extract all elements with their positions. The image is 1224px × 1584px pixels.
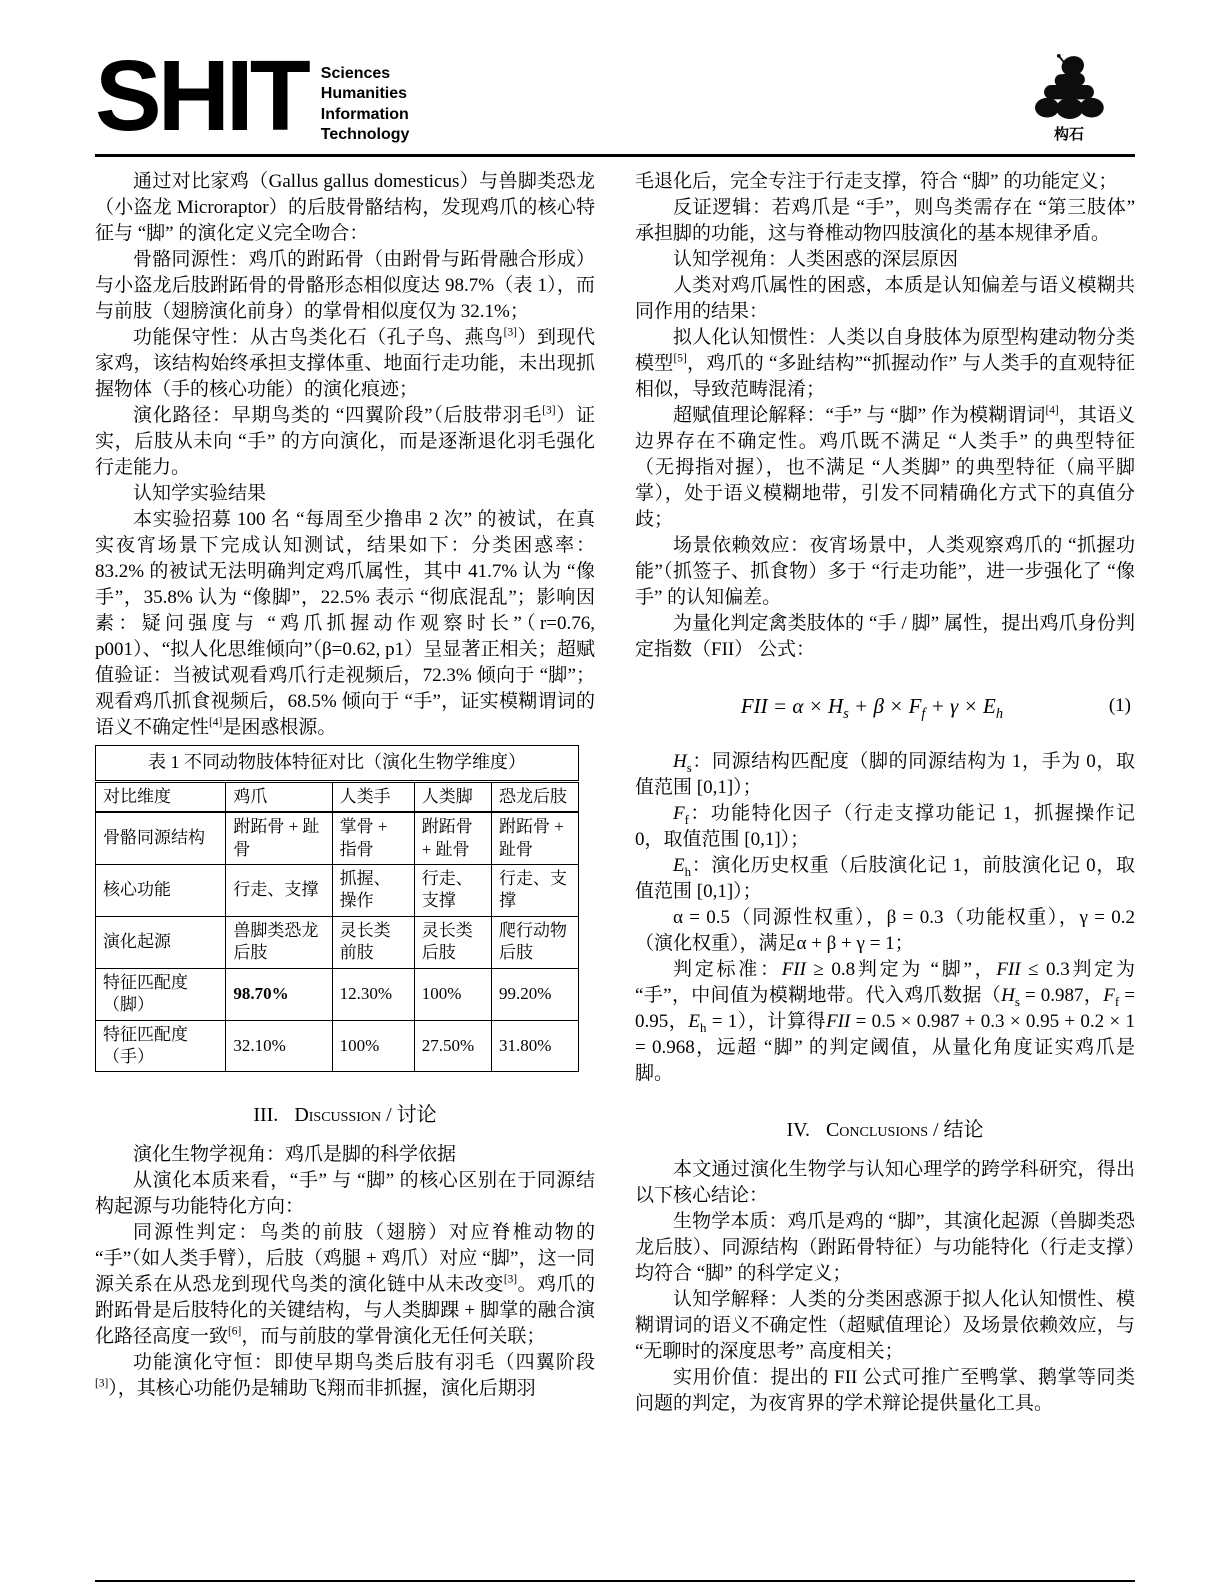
table-cell: 12.30% xyxy=(332,968,414,1020)
table-header-cell: 对比维度 xyxy=(96,781,226,812)
fii-equation xyxy=(635,693,1131,723)
table-header-cell: 恐龙后肢 xyxy=(492,781,579,812)
header-rule xyxy=(95,154,1135,157)
equation-expression: FII = $\alpha \times H_s + \beta \times F_f + \gamma \times E_h$ xyxy=(740,693,1003,723)
table-cell: 爬行动物后肢 xyxy=(492,916,579,968)
table-row xyxy=(96,916,579,968)
article-body xyxy=(95,169,1135,1417)
table-cell: 行走、支撑 xyxy=(226,864,332,916)
paragraph: 毛退化后，完全专注于行走支撑，符合 “脚” 的功能定义； xyxy=(635,170,1118,192)
masthead xyxy=(95,40,1129,152)
table-cell: 抓握、操作 xyxy=(332,864,414,916)
table-caption: 表 1 不同动物肢体特征对比（演化生物学维度） xyxy=(96,745,579,781)
paragraph: 通过对比家鸡（Gallus gallus domesticus）与兽脚类恐龙（小盗龙 Microraptor）的后肢骨骼结构，发现鸡爪的核心特征与 “脚” 的演化定义完全吻合： xyxy=(95,170,595,244)
paragraph: 认知学实验结果 xyxy=(133,482,267,504)
journal-logo xyxy=(95,40,410,152)
table-cell: 98.70% xyxy=(226,968,332,1020)
table-cell: 100% xyxy=(414,968,491,1020)
table-cell: 跗跖骨 + 趾骨 xyxy=(414,812,491,864)
table-cell: 跗跖骨 + 趾骨 xyxy=(226,812,332,864)
table-cell: 骨骼同源结构 xyxy=(96,812,226,864)
paragraph: $E_h$：演化历史权重（后肢演化记 1，前肢演化记 0，取值范围 [0,1]）； xyxy=(635,854,1135,902)
conclusions-heading xyxy=(635,1117,1135,1143)
logo-line: Information xyxy=(320,105,409,123)
publisher-logo xyxy=(1031,52,1107,144)
paragraph: 判定标准：FII ≥ 0.8判定为 “脚”，FII ≤ 0.3判定为 “手”，中间值为模糊地带。代入鸡爪数据（$H_s = 0.987$，$F_f = 0.95$，$E_h = 1$），计算得FII = 0.5 × 0.987 + 0.3 × 0.95 + 0.2 × 1 = 0.968，远超 “脚” 的判定阈值，从量化角度证实鸡爪是脚。 xyxy=(635,958,1135,1084)
table-row xyxy=(96,812,579,864)
publisher-name: 构石 xyxy=(1053,126,1084,143)
table-cell: 核心功能 xyxy=(96,864,226,916)
section-number: III. xyxy=(253,1104,279,1127)
table-cell: 99.20% xyxy=(492,968,579,1020)
journal-logo-lines xyxy=(321,52,410,146)
section-number: IV. xyxy=(786,1118,810,1141)
paragraph: 演化生物学视角：鸡爪是脚的科学依据 xyxy=(133,1144,457,1166)
table-cell: 32.10% xyxy=(226,1020,332,1072)
table-cell: 兽脚类恐龙后肢 xyxy=(226,916,332,968)
table-row xyxy=(96,864,579,916)
paragraph: 功能演化守恒：即使早期鸟类后肢有羽毛（四翼阶段[3]），其核心功能仍是辅助飞翔而非抓握，演化后期羽 xyxy=(95,1352,595,1400)
paragraph: 本实验招募 100 名 “每周至少撸串 2 次” 的被试，在真实夜宵场景下完成认知测试，结果如下：分类困惑率：83.2% 的被试无法明确判定鸡爪属性，其中 41.7% 认为 “像手”，35.8% 认为 “像脚”，22.5% 表示 “彻底混乱”；影响因素：疑问强度与 “鸡爪抓握动作观察时长”（r=0.76, p001）、“拟人化思维倾向”（β=0.62, p1）呈显著正相关；超赋值验证：当被试观看鸡爪行走视频后，72.3% 倾向于 “脚”；观看鸡爪抓食视频后，68.5% 倾向于 “手”，证实模糊谓词的语义不确定性[4]是困惑根源。 xyxy=(95,508,595,738)
paragraph: 从演化本质来看，“手” 与 “脚” 的核心区别在于同源结构起源与功能特化方向： xyxy=(95,1170,595,1218)
footer-rule xyxy=(95,1580,1135,1582)
paragraph: $F_f$：功能特化因子（行走支撑功能记 1，抓握操作记 0，取值范围 [0,1]）； xyxy=(635,802,1135,850)
paragraph: 场景依赖效应：夜宵场景中，人类观察鸡爪的 “抓握功能”（抓签子、抓食物）多于 “行走功能”，进一步强化了 “像手” 的认知偏差。 xyxy=(635,534,1135,608)
logo-line: Technology xyxy=(320,126,410,144)
paragraph: 本文通过演化生物学与认知心理学的跨学科研究，得出以下核心结论： xyxy=(635,1158,1135,1206)
table-cell: 31.80% xyxy=(492,1020,579,1072)
paragraph: 反证逻辑：若鸡爪是 “手”，则鸟类需存在 “第三肢体” 承担脚的功能，这与脊椎动物四肢演化的基本规律矛盾。 xyxy=(635,196,1135,244)
discussion-heading xyxy=(95,1102,595,1128)
paragraph: 骨骼同源性：鸡爪的跗跖骨（由跗骨与跖骨融合形成）与小盗龙后肢跗跖骨的骨骼形态相似度达 98.7%（表 1），而与前肢（翅膀演化前身）的掌骨相似度仅为 32.1%； xyxy=(95,248,595,322)
comparison-table xyxy=(95,745,579,1073)
table-cell: 100% xyxy=(332,1020,414,1072)
table-cell: 灵长类后肢 xyxy=(414,916,491,968)
paragraph: 实用价值：提出的 FII 公式可推广至鸭掌、鹅掌等同类问题的判定，为夜宵界的学术辩论提供量化工具。 xyxy=(635,1366,1135,1414)
paragraph: 生物学本质：鸡爪是鸡的 “脚”，其演化起源（兽脚类恐龙后肢）、同源结构（跗跖骨特征）与功能特化（行走支撑）均符合 “脚” 的科学定义； xyxy=(635,1210,1135,1284)
paragraph: α = 0.5（同源性权重），β = 0.3（功能权重），γ = 0.2（演化权重），满足α + β + γ = 1； xyxy=(635,906,1135,954)
paragraph: 同源性判定：鸟类的前肢（翅膀）对应脊椎动物的 “手”（如人类手臂），后肢（鸡腿 + 鸡爪）对应 “脚”，这一同源关系在从恐龙到现代鸟类的演化链中从未改变[3]。鸡爪的跗跖骨是后肢特化的关键结构，与人类脚踝 + 脚掌的融合演化路径高度一致[6]，而与前肢的掌骨演化无任何关联； xyxy=(95,1222,595,1348)
paragraph: 演化路径：早期鸟类的 “四翼阶段”（后肢带羽毛[3]）证实，后肢从未向 “手” 的方向演化，而是逐渐退化羽毛强化行走能力。 xyxy=(95,404,595,478)
section-title: Discussion / 讨论 xyxy=(294,1104,437,1127)
paragraph: $H_s$：同源结构匹配度（脚的同源结构为 1，手为 0，取值范围 [0,1]）； xyxy=(635,750,1135,798)
paragraph: 人类对鸡爪属性的困惑，本质是认知偏差与语义模糊共同作用的结果： xyxy=(635,274,1135,322)
table-cell: 演化起源 xyxy=(96,916,226,968)
logo-line: Humanities xyxy=(320,85,408,103)
right-column xyxy=(635,169,1135,1417)
table-cell: 行走、支撑 xyxy=(414,864,491,916)
section-title: Conclusions / 结论 xyxy=(825,1118,984,1141)
paragraph: 超赋值理论解释：“手” 与 “脚” 作为模糊谓词[4]，其语义边界存在不确定性。鸡爪既不满足 “人类手” 的典型特征（无拇指对握），也不满足 “人类脚” 的典型特征（扁平脚掌），处于语义模糊地带，引发不同精确化方式下的真值分歧； xyxy=(635,404,1135,530)
table-cell: 掌骨 + 指骨 xyxy=(332,812,414,864)
table-cell: 跗跖骨 + 趾骨 xyxy=(492,812,579,864)
table-row xyxy=(96,968,579,1020)
logo-line: Sciences xyxy=(320,65,391,82)
paragraph: 拟人化认知惯性：人类以自身肢体为原型构建动物分类模型[5]，鸡爪的 “多趾结构”“抓握动作” 与人类手的直观特征相似，导致范畴混淆； xyxy=(635,326,1135,400)
table-cell: 行走、支撑 xyxy=(492,864,579,916)
paragraph: 功能保守性：从古鸟类化石（孔子鸟、燕鸟[3]）到现代家鸡，该结构始终承担支撑体重、地面行走功能，未出现抓握物体（手的核心功能）的演化痕迹； xyxy=(95,326,595,400)
table-header-cell: 鸡爪 xyxy=(226,781,332,812)
left-column xyxy=(95,169,595,1417)
table-header-cell: 人类手 xyxy=(332,781,414,812)
paragraph: 为量化判定禽类肢体的 “手 / 脚” 属性，提出鸡爪身份判定指数（FII） 公式： xyxy=(635,612,1135,660)
paragraph: 认知学解释：人类的分类困惑源于拟人化认知惯性、模糊谓词的语义不确定性（超赋值理论）及场景依赖效应，与 “无聊时的深度思考” 高度相关； xyxy=(635,1288,1135,1362)
table-cell: 27.50% xyxy=(414,1020,491,1072)
table-cell: 灵长类前肢 xyxy=(332,916,414,968)
table-header-cell: 人类脚 xyxy=(414,781,491,812)
paragraph: 认知学视角：人类困惑的深层原因 xyxy=(673,248,959,270)
journal-logo-word: SHIT xyxy=(95,40,307,152)
table-row xyxy=(96,1020,579,1072)
table-cell: 特征匹配度（手） xyxy=(96,1020,226,1072)
table-cell: 特征匹配度（脚） xyxy=(96,968,226,1020)
equation-number: (1) xyxy=(1108,694,1131,716)
stone-pile-icon xyxy=(1031,54,1107,122)
